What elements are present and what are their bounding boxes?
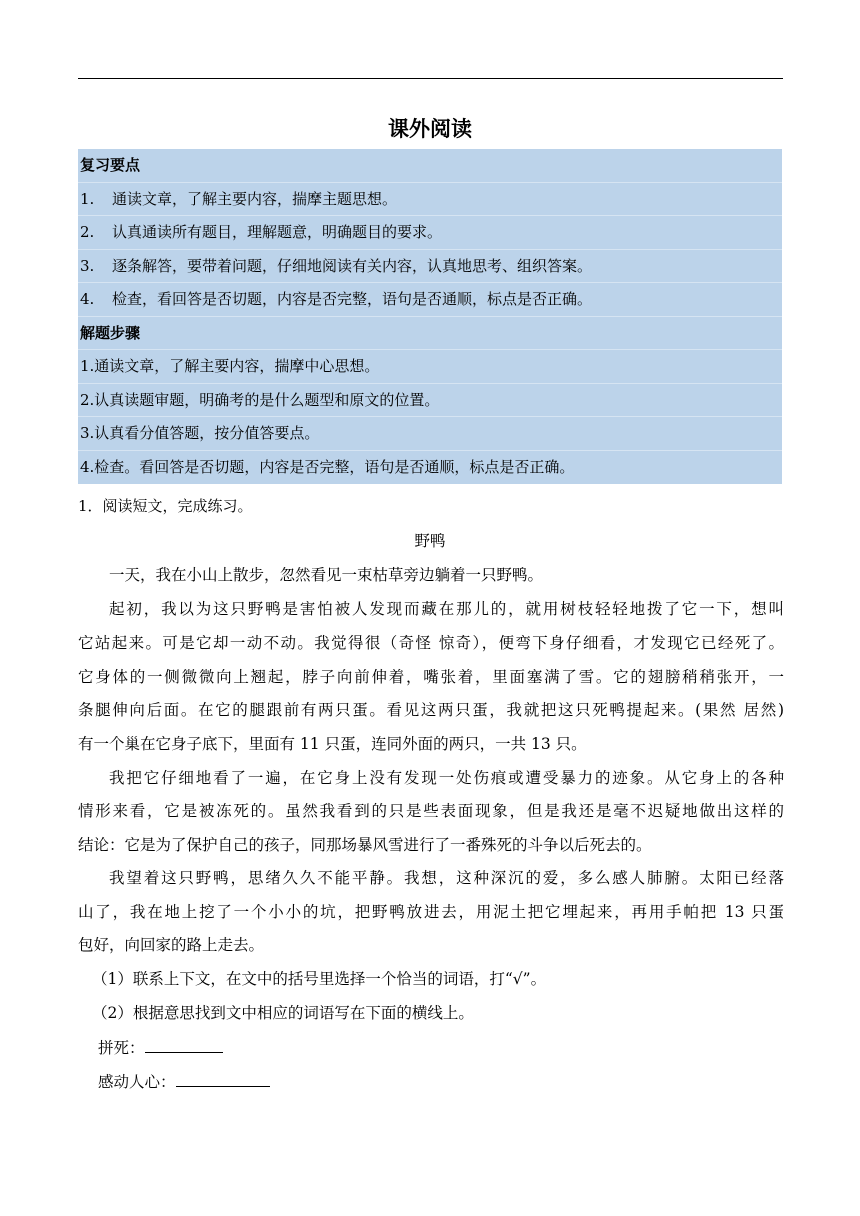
answer-blank[interactable] [145,1038,223,1053]
review-item: 2. 认真通读所有题目，理解题意，明确题目的要求。 [78,216,782,250]
story-line: 山了，我在地上挖了一个小小的坑，把野鸭放进去，用泥土把它埋起来，再用手帕把 13 只蛋 [78,903,784,921]
answer-label: 感动人心： [98,1073,176,1091]
step-item: 3.认真看分值答题，按分值答要点。 [78,417,782,451]
review-item: 3. 逐条解答，要带着问题，仔细地阅读有关内容，认真地思考、组织答案。 [78,250,782,284]
story-title: 野鸭 [414,532,446,550]
step-item: 4.检查。看回答是否切题，内容是否完整，语句是否通顺，标点是否正确。 [80,457,575,476]
answer-label: 拼死： [98,1039,145,1057]
review-item: 1. 通读文章，了解主要内容，揣摩主题思想。 [78,183,782,217]
story-line: 我望着这只野鸭，思绪久久不能平静。我想，这种深沉的爱，多么感人肺腑。太阳已经落 [109,869,784,887]
story-line: 条腿伸向后面。在它的腿跟前有两只蛋。看见这两只蛋，我就把这只死鸭提起来。(果然 居然) [78,701,784,719]
story-line: 它站起来。可是它却一动不动。我觉得很（奇怪 惊奇），便弯下身仔细看，才发现它已经死了。 [78,634,784,652]
tips-box [78,149,782,484]
answer-row [98,1070,498,1092]
story-line: 它身体的一侧微微向上翘起，脖子向前伸着，嘴张着，里面塞满了雪。它的翅膀稍稍张开，一 [78,668,784,686]
question-2: （2）根据意思找到文中相应的词语写在下面的横线上。 [92,1004,474,1022]
page-title: 课外阅读 [388,117,472,141]
review-heading: 复习要点 [78,149,782,183]
exercise-instruction: 1．阅读短文，完成练习。 [78,497,253,515]
steps-heading: 解题步骤 [78,317,782,351]
step-item: 1.通读文章，了解主要内容，揣摩中心思想。 [78,350,782,384]
story-line: 包好，向回家的路上走去。 [78,936,265,954]
step-item: 2.认真读题审题，明确考的是什么题型和原文的位置。 [78,384,782,418]
story-line: 一天，我在小山上散步，忽然看见一束枯草旁边躺着一只野鸭。 [109,566,544,584]
story-line: 情形来看，它是被冻死的。虽然我看到的只是些表面现象，但是我还是毫不迟疑地做出这样的 [78,802,784,820]
answer-row [98,1036,498,1058]
review-item: 4. 检查，看回答是否切题，内容是否完整，语句是否通顺，标点是否正确。 [78,283,782,317]
story-line: 起初，我以为这只野鸭是害怕被人发现而藏在那儿的，就用树枝轻轻地拨了它一下，想叫 [109,600,784,618]
story-line: 我把它仔细地看了一遍，在它身上没有发现一处伤痕或遭受暴力的迹象。从它身上的各种 [109,769,784,787]
answer-blank[interactable] [176,1072,270,1087]
story-line: 结论：它是为了保护自己的孩子，同那场暴风雪进行了一番殊死的斗争以后死去的。 [78,836,652,854]
header-rule [78,78,783,79]
story-line: 有一个巢在它身子底下，里面有 11 只蛋，连同外面的两只，一共 13 只。 [78,735,587,753]
question-1: （1）联系上下文，在文中的括号里选择一个恰当的词语，打“√”。 [92,970,547,988]
